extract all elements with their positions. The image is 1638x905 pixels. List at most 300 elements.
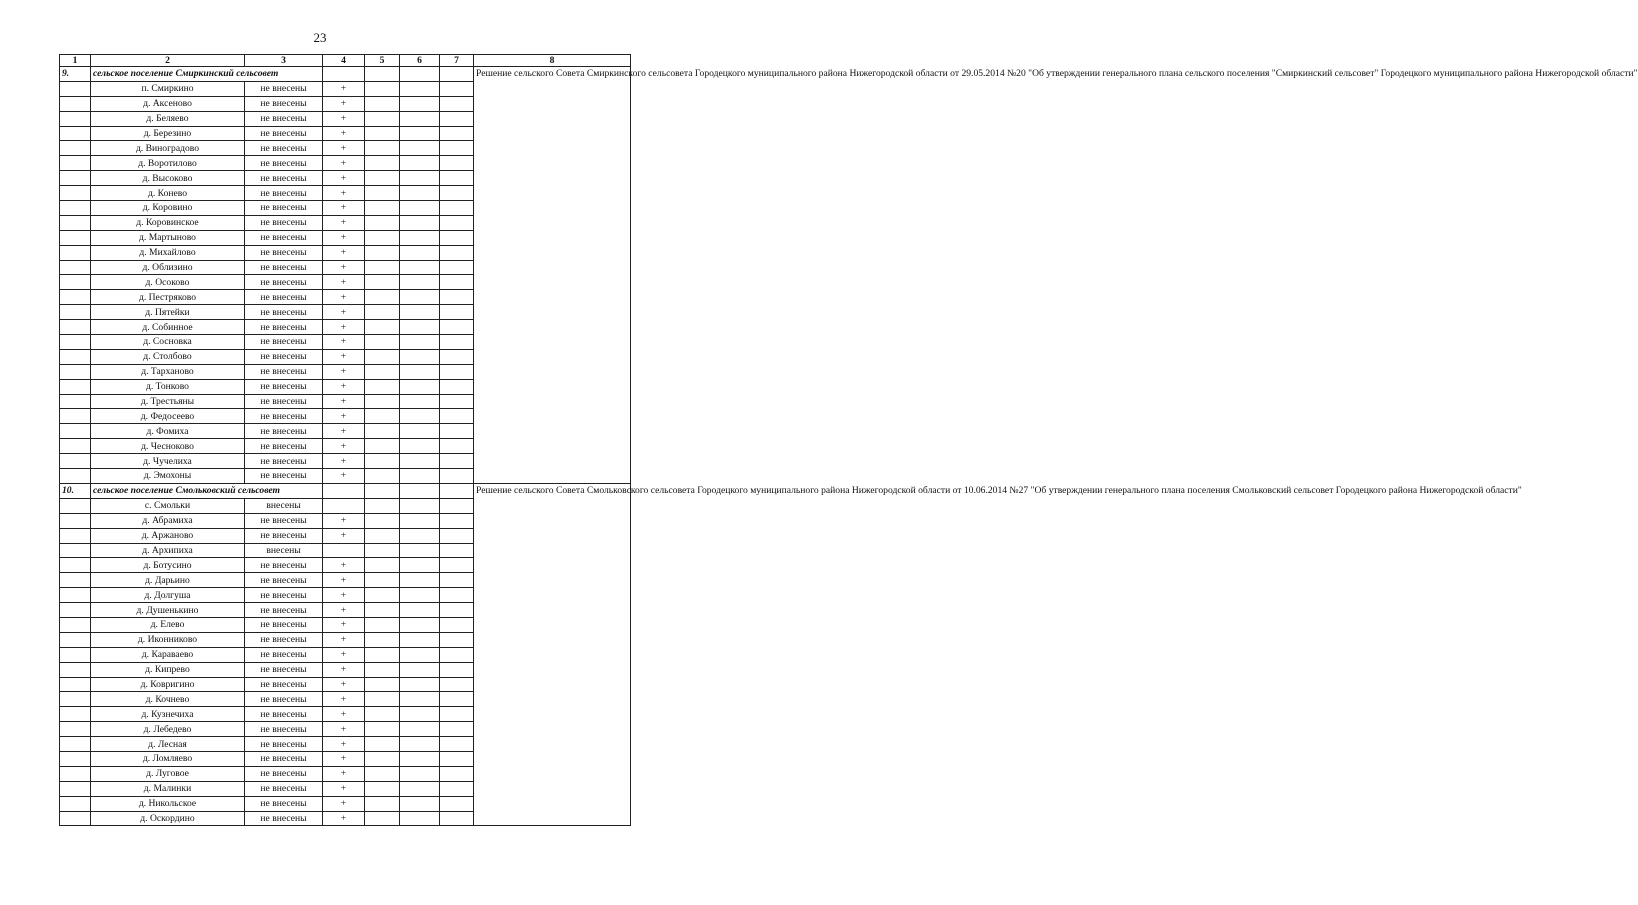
empty-cell — [440, 528, 474, 543]
changes-status: не внесены — [245, 617, 323, 632]
empty-cell — [365, 498, 400, 513]
empty-cell — [365, 796, 400, 811]
empty-cell — [400, 305, 440, 320]
empty-cell — [440, 543, 474, 558]
empty-cell — [440, 498, 474, 513]
empty-cell — [365, 364, 400, 379]
plus-mark: + — [323, 186, 365, 201]
plus-mark: + — [323, 215, 365, 230]
plus-mark — [323, 543, 365, 558]
place-name: д. Архипиха — [91, 543, 245, 558]
changes-status: не внесены — [245, 215, 323, 230]
settlement-name: сельское поселение Смольковский сельсовет — [91, 483, 323, 498]
place-name: д. Кипрево — [91, 662, 245, 677]
plus-mark: + — [323, 558, 365, 573]
empty-cell — [365, 156, 400, 171]
empty-cell — [440, 349, 474, 364]
place-name: д. Беляево — [91, 111, 245, 126]
place-name: д. Столбово — [91, 349, 245, 364]
plus-mark: + — [323, 379, 365, 394]
empty-cell — [365, 751, 400, 766]
empty-cell — [440, 171, 474, 186]
place-name: д. Абрамиха — [91, 513, 245, 528]
empty-cell — [400, 201, 440, 216]
empty-cell — [440, 632, 474, 647]
plus-mark: + — [323, 811, 365, 826]
plus-mark: + — [323, 96, 365, 111]
plus-mark: + — [323, 111, 365, 126]
empty-cell — [400, 230, 440, 245]
empty-cell — [365, 67, 400, 82]
empty-cell — [60, 171, 91, 186]
empty-cell — [365, 647, 400, 662]
empty-cell — [365, 483, 400, 498]
empty-cell — [365, 394, 400, 409]
empty-cell — [365, 379, 400, 394]
empty-cell — [400, 588, 440, 603]
empty-cell — [365, 677, 400, 692]
empty-cell — [440, 796, 474, 811]
empty-cell — [365, 141, 400, 156]
decision-note-text: Решение сельского Совета Смиркинского сельсовета Городецкого муниципального района Нижегородской области от 29.05.2014 №20 "Об утверждении генерального плана сельского поселения "Смиркинский сельсовет" Городецкого муниципального района Нижегородской области" — [476, 68, 1638, 79]
empty-cell — [440, 305, 474, 320]
column-header: 7 — [440, 55, 474, 67]
empty-cell — [60, 379, 91, 394]
settlement-name: сельское поселение Смиркинский сельсовет — [91, 67, 323, 82]
plus-mark: + — [323, 335, 365, 350]
empty-cell — [60, 766, 91, 781]
empty-cell — [60, 692, 91, 707]
empty-cell — [400, 409, 440, 424]
empty-cell — [60, 603, 91, 618]
empty-cell — [60, 573, 91, 588]
empty-cell — [365, 424, 400, 439]
empty-cell — [365, 469, 400, 484]
column-header: 4 — [323, 55, 365, 67]
empty-cell — [400, 692, 440, 707]
empty-cell — [400, 617, 440, 632]
empty-cell — [365, 737, 400, 752]
empty-cell — [440, 662, 474, 677]
empty-cell — [440, 260, 474, 275]
plus-mark: + — [323, 201, 365, 216]
changes-status: не внесены — [245, 737, 323, 752]
empty-cell — [60, 305, 91, 320]
place-name: д. Собинное — [91, 320, 245, 335]
empty-cell — [60, 349, 91, 364]
empty-cell — [365, 662, 400, 677]
empty-cell — [365, 573, 400, 588]
changes-status: не внесены — [245, 603, 323, 618]
changes-status: не внесены — [245, 751, 323, 766]
place-name: д. Виноградово — [91, 141, 245, 156]
empty-cell — [440, 677, 474, 692]
empty-cell — [400, 781, 440, 796]
empty-cell — [440, 573, 474, 588]
empty-cell — [60, 543, 91, 558]
plus-mark: + — [323, 305, 365, 320]
plus-mark: + — [323, 439, 365, 454]
column-header: 3 — [245, 55, 323, 67]
empty-cell — [400, 498, 440, 513]
place-name: д. Березино — [91, 126, 245, 141]
plus-mark: + — [323, 81, 365, 96]
plus-mark: + — [323, 722, 365, 737]
changes-status: не внесены — [245, 171, 323, 186]
empty-cell — [60, 439, 91, 454]
empty-cell — [60, 469, 91, 484]
plus-mark: + — [323, 751, 365, 766]
empty-cell — [440, 513, 474, 528]
place-name: д. Высоково — [91, 171, 245, 186]
place-name: д. Аржаново — [91, 528, 245, 543]
empty-cell — [60, 186, 91, 201]
empty-cell — [400, 454, 440, 469]
changes-status: не внесены — [245, 528, 323, 543]
changes-status: не внесены — [245, 290, 323, 305]
empty-cell — [60, 647, 91, 662]
empty-cell — [365, 186, 400, 201]
empty-cell — [365, 215, 400, 230]
empty-cell — [60, 275, 91, 290]
place-name: д. Караваево — [91, 647, 245, 662]
empty-cell — [440, 439, 474, 454]
plus-mark: + — [323, 573, 365, 588]
empty-cell — [365, 632, 400, 647]
empty-cell — [60, 96, 91, 111]
empty-cell — [60, 335, 91, 350]
changes-status: не внесены — [245, 424, 323, 439]
changes-status: не внесены — [245, 186, 323, 201]
changes-status: не внесены — [245, 275, 323, 290]
empty-cell — [440, 156, 474, 171]
changes-status: не внесены — [245, 781, 323, 796]
changes-status: не внесены — [245, 707, 323, 722]
empty-cell — [60, 201, 91, 216]
empty-cell — [400, 558, 440, 573]
empty-cell — [440, 617, 474, 632]
empty-cell — [440, 186, 474, 201]
place-name: д. Федосеево — [91, 409, 245, 424]
empty-cell — [440, 424, 474, 439]
empty-cell — [60, 245, 91, 260]
place-name: д. Кочнево — [91, 692, 245, 707]
empty-cell — [400, 677, 440, 692]
empty-cell — [365, 766, 400, 781]
settlement-header-row — [60, 67, 631, 82]
empty-cell — [400, 156, 440, 171]
empty-cell — [365, 528, 400, 543]
changes-status: не внесены — [245, 81, 323, 96]
changes-status: не внесены — [245, 245, 323, 260]
empty-cell — [365, 201, 400, 216]
changes-status: не внесены — [245, 558, 323, 573]
empty-cell — [400, 141, 440, 156]
empty-cell — [365, 126, 400, 141]
empty-cell — [365, 171, 400, 186]
place-name: д. Душенькино — [91, 603, 245, 618]
empty-cell — [60, 513, 91, 528]
changes-status: не внесены — [245, 811, 323, 826]
place-name: д. Воротилово — [91, 156, 245, 171]
empty-cell — [400, 796, 440, 811]
empty-cell — [60, 632, 91, 647]
empty-cell — [440, 647, 474, 662]
decision-note — [474, 67, 1638, 484]
plus-mark: + — [323, 677, 365, 692]
empty-cell — [400, 469, 440, 484]
empty-cell — [365, 349, 400, 364]
plus-mark: + — [323, 617, 365, 632]
changes-status: не внесены — [245, 588, 323, 603]
empty-cell — [400, 364, 440, 379]
empty-cell — [440, 751, 474, 766]
empty-cell — [365, 320, 400, 335]
empty-cell — [365, 439, 400, 454]
empty-cell — [440, 722, 474, 737]
changes-status: не внесены — [245, 96, 323, 111]
place-name: д. Ботусино — [91, 558, 245, 573]
empty-cell — [60, 588, 91, 603]
plus-mark: + — [323, 275, 365, 290]
section-number: 9. — [60, 67, 91, 82]
empty-cell — [365, 558, 400, 573]
plus-mark: + — [323, 737, 365, 752]
plus-mark: + — [323, 513, 365, 528]
plus-mark: + — [323, 424, 365, 439]
empty-cell — [60, 737, 91, 752]
empty-cell — [440, 469, 474, 484]
empty-cell — [440, 230, 474, 245]
changes-status: внесены — [245, 498, 323, 513]
empty-cell — [365, 305, 400, 320]
changes-status: не внесены — [245, 320, 323, 335]
empty-cell — [400, 632, 440, 647]
empty-cell — [400, 766, 440, 781]
place-name: д. Осоково — [91, 275, 245, 290]
empty-cell — [400, 513, 440, 528]
empty-cell — [365, 588, 400, 603]
changes-status: не внесены — [245, 573, 323, 588]
place-name: д. Аксеново — [91, 96, 245, 111]
empty-cell — [400, 111, 440, 126]
empty-cell — [440, 111, 474, 126]
empty-cell — [60, 320, 91, 335]
empty-cell — [400, 573, 440, 588]
place-name: д. Лебедево — [91, 722, 245, 737]
changes-status: не внесены — [245, 454, 323, 469]
empty-cell — [60, 751, 91, 766]
place-name: д. Сосновка — [91, 335, 245, 350]
empty-cell — [60, 394, 91, 409]
empty-cell — [365, 692, 400, 707]
place-name: д. Никольское — [91, 796, 245, 811]
plus-mark: + — [323, 141, 365, 156]
column-header: 5 — [365, 55, 400, 67]
empty-cell — [440, 320, 474, 335]
empty-cell — [365, 617, 400, 632]
empty-cell — [440, 454, 474, 469]
changes-status: не внесены — [245, 379, 323, 394]
changes-status: не внесены — [245, 335, 323, 350]
empty-cell — [400, 171, 440, 186]
empty-cell — [440, 67, 474, 82]
empty-cell — [440, 737, 474, 752]
plus-mark: + — [323, 230, 365, 245]
empty-cell — [440, 409, 474, 424]
empty-cell — [440, 96, 474, 111]
empty-cell — [60, 677, 91, 692]
empty-cell — [400, 394, 440, 409]
empty-cell — [400, 260, 440, 275]
empty-cell — [400, 186, 440, 201]
empty-cell — [400, 215, 440, 230]
empty-cell — [400, 290, 440, 305]
changes-status: не внесены — [245, 156, 323, 171]
empty-cell — [60, 662, 91, 677]
empty-cell — [440, 201, 474, 216]
place-name: д. Иконниково — [91, 632, 245, 647]
empty-cell — [400, 320, 440, 335]
empty-cell — [400, 96, 440, 111]
changes-status: не внесены — [245, 394, 323, 409]
empty-cell — [400, 737, 440, 752]
changes-status: не внесены — [245, 409, 323, 424]
place-name: д. Луговое — [91, 766, 245, 781]
empty-cell — [440, 126, 474, 141]
empty-cell — [60, 215, 91, 230]
changes-status: внесены — [245, 543, 323, 558]
changes-status: не внесены — [245, 305, 323, 320]
empty-cell — [400, 439, 440, 454]
empty-cell — [60, 707, 91, 722]
column-header: 8 — [474, 55, 631, 67]
changes-status: не внесены — [245, 260, 323, 275]
place-name: д. Коровино — [91, 201, 245, 216]
changes-status: не внесены — [245, 364, 323, 379]
page-number: 23 — [313, 30, 327, 45]
settlement-header-row — [60, 483, 631, 498]
empty-cell — [440, 275, 474, 290]
empty-cell — [440, 811, 474, 826]
place-name: д. Эмохоны — [91, 469, 245, 484]
column-header: 6 — [400, 55, 440, 67]
decision-note — [474, 483, 1522, 825]
column-header: 2 — [91, 55, 245, 67]
empty-cell — [365, 811, 400, 826]
empty-cell — [365, 230, 400, 245]
changes-status: не внесены — [245, 692, 323, 707]
empty-cell — [60, 141, 91, 156]
plus-mark: + — [323, 171, 365, 186]
changes-status: не внесены — [245, 722, 323, 737]
empty-cell — [400, 811, 440, 826]
empty-cell — [400, 67, 440, 82]
place-name: д. Елево — [91, 617, 245, 632]
plus-mark: + — [323, 707, 365, 722]
empty-cell — [400, 349, 440, 364]
empty-cell — [60, 558, 91, 573]
place-name: д. Трестьяны — [91, 394, 245, 409]
empty-cell — [365, 111, 400, 126]
changes-status: не внесены — [245, 677, 323, 692]
empty-cell — [365, 454, 400, 469]
place-name: д. Долгуша — [91, 588, 245, 603]
empty-cell — [400, 647, 440, 662]
empty-cell — [440, 364, 474, 379]
empty-cell — [440, 141, 474, 156]
plus-mark: + — [323, 454, 365, 469]
empty-cell — [60, 811, 91, 826]
changes-status: не внесены — [245, 796, 323, 811]
empty-cell — [60, 498, 91, 513]
plus-mark: + — [323, 320, 365, 335]
empty-cell — [365, 543, 400, 558]
empty-cell — [60, 528, 91, 543]
empty-cell — [365, 81, 400, 96]
empty-cell — [60, 617, 91, 632]
empty-cell — [323, 483, 365, 498]
empty-cell — [60, 796, 91, 811]
empty-cell — [60, 260, 91, 275]
changes-status: не внесены — [245, 141, 323, 156]
empty-cell — [365, 707, 400, 722]
empty-cell — [60, 454, 91, 469]
place-name: д. Михайлово — [91, 245, 245, 260]
place-name: д. Коровинское — [91, 215, 245, 230]
place-name: д. Чучелиха — [91, 454, 245, 469]
empty-cell — [60, 409, 91, 424]
place-name: д. Ковригино — [91, 677, 245, 692]
plus-mark — [323, 498, 365, 513]
empty-cell — [440, 335, 474, 350]
plus-mark: + — [323, 349, 365, 364]
empty-cell — [440, 603, 474, 618]
changes-status: не внесены — [245, 201, 323, 216]
empty-cell — [60, 126, 91, 141]
plus-mark: + — [323, 394, 365, 409]
changes-status: не внесены — [245, 126, 323, 141]
place-name: д. Мартыново — [91, 230, 245, 245]
empty-cell — [400, 379, 440, 394]
place-name: д. Малинки — [91, 781, 245, 796]
plus-mark: + — [323, 126, 365, 141]
empty-cell — [440, 707, 474, 722]
plus-mark: + — [323, 603, 365, 618]
plus-mark: + — [323, 692, 365, 707]
empty-cell — [400, 662, 440, 677]
place-name: д. Лесная — [91, 737, 245, 752]
empty-cell — [440, 394, 474, 409]
changes-status: не внесены — [245, 469, 323, 484]
empty-cell — [60, 364, 91, 379]
empty-cell — [440, 379, 474, 394]
empty-cell — [400, 543, 440, 558]
empty-cell — [365, 781, 400, 796]
changes-status: не внесены — [245, 647, 323, 662]
empty-cell — [323, 67, 365, 82]
empty-cell — [365, 245, 400, 260]
empty-cell — [60, 781, 91, 796]
empty-cell — [365, 603, 400, 618]
empty-cell — [400, 528, 440, 543]
changes-status: не внесены — [245, 111, 323, 126]
empty-cell — [400, 81, 440, 96]
changes-status: не внесены — [245, 230, 323, 245]
plus-mark: + — [323, 781, 365, 796]
empty-cell — [440, 558, 474, 573]
empty-cell — [60, 230, 91, 245]
